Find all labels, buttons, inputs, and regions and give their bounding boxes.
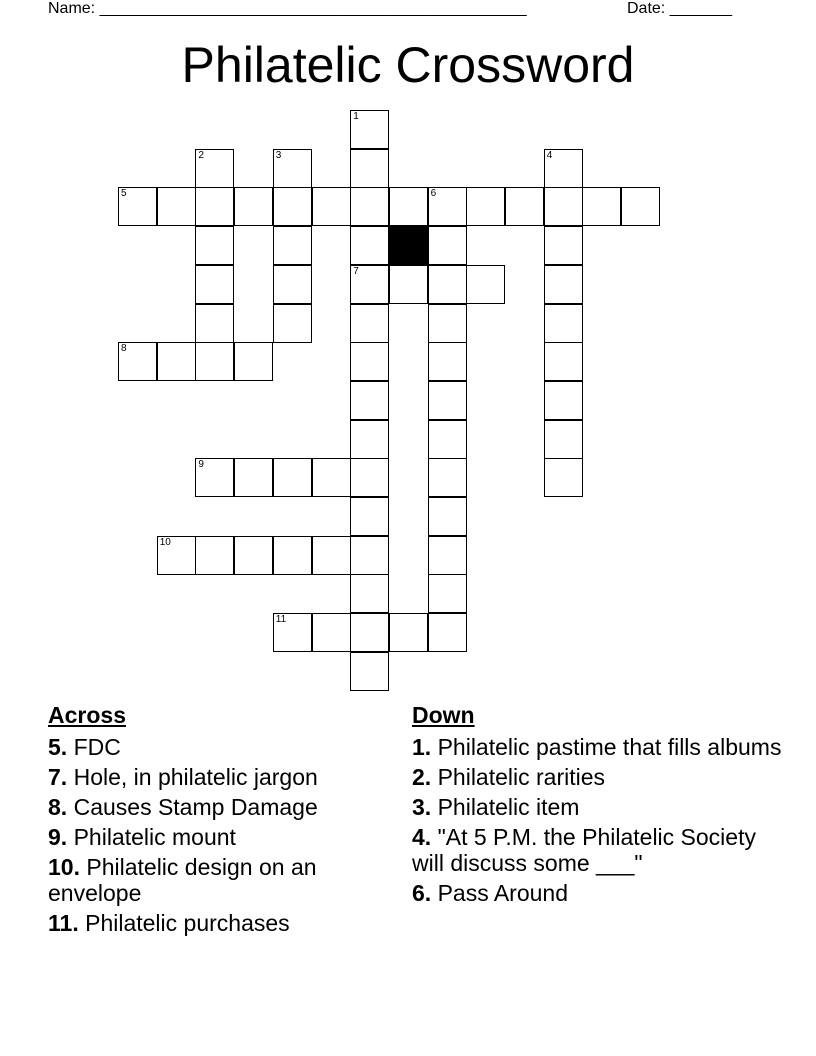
grid-cell[interactable] <box>195 458 234 497</box>
grid-cell[interactable] <box>350 226 389 265</box>
grid-cell[interactable] <box>273 187 312 226</box>
clue-text: Philatelic purchases <box>85 910 290 936</box>
across-heading: Across <box>48 702 126 728</box>
grid-cell[interactable] <box>312 187 351 226</box>
grid-cell[interactable] <box>389 613 428 652</box>
grid-cell[interactable] <box>428 187 467 226</box>
grid-block <box>389 226 428 265</box>
clue-down-3 <box>412 794 792 820</box>
clue-number: 6. <box>412 880 432 906</box>
grid-cell[interactable] <box>273 226 312 265</box>
grid-cell[interactable] <box>544 342 583 381</box>
grid-cell[interactable] <box>350 149 389 188</box>
grid-cell[interactable] <box>157 342 196 381</box>
clue-across-8 <box>48 794 378 820</box>
cell-number: 5 <box>121 188 127 200</box>
name-field-label: Name: ________________________________________________ <box>48 0 527 17</box>
clue-down-6 <box>412 880 792 906</box>
clue-across-7 <box>48 764 378 790</box>
clue-number: 3. <box>412 794 432 820</box>
cell-number: 1 <box>353 111 359 122</box>
clue-number: 11. <box>48 910 79 936</box>
clue-down-4 <box>412 824 792 876</box>
clue-across-11 <box>48 910 378 936</box>
cell-number: 11 <box>275 614 287 626</box>
cell-number: 7 <box>353 265 359 277</box>
down-clues <box>412 700 792 910</box>
cell-number: 8 <box>121 343 127 355</box>
clue-text: "At 5 P.M. the Philatelic Society will discuss some ___" <box>412 824 756 876</box>
cell-number: 4 <box>546 149 553 161</box>
grid-cell[interactable] <box>428 226 467 265</box>
clue-number: 8. <box>48 794 68 820</box>
grid-cell[interactable] <box>118 187 157 226</box>
grid-cell[interactable] <box>350 381 389 420</box>
grid-cell[interactable] <box>621 187 660 226</box>
clue-down-1 <box>412 734 792 760</box>
grid-cell[interactable] <box>350 110 389 149</box>
grid-cell[interactable] <box>234 187 273 226</box>
grid-cell[interactable] <box>118 342 157 381</box>
grid-cell[interactable] <box>389 187 428 226</box>
grid-cell[interactable] <box>273 458 312 497</box>
grid-cell[interactable] <box>234 458 273 497</box>
grid-cell[interactable] <box>350 187 389 226</box>
down-heading: Down <box>412 702 475 728</box>
grid-cell[interactable] <box>428 497 467 536</box>
grid-cell[interactable] <box>466 187 505 226</box>
cell-number: 9 <box>198 459 204 471</box>
grid-cell[interactable] <box>350 342 389 381</box>
grid-cell[interactable] <box>273 536 312 575</box>
grid-cell[interactable] <box>544 458 583 497</box>
grid-cell[interactable] <box>389 265 428 304</box>
grid-cell[interactable] <box>312 536 351 575</box>
clue-text: Philatelic mount <box>73 824 236 850</box>
clue-text: Hole, in philatelic jargon <box>73 764 318 790</box>
grid-cell[interactable] <box>157 536 196 575</box>
grid-cell[interactable] <box>273 613 312 652</box>
cell-number: 10 <box>159 536 171 548</box>
grid-cell[interactable] <box>428 458 467 497</box>
grid-cell[interactable] <box>350 652 389 691</box>
grid-cell[interactable] <box>234 536 273 575</box>
grid-cell[interactable] <box>428 574 467 613</box>
clue-number: 1. <box>412 734 432 760</box>
grid-cell[interactable] <box>466 265 505 304</box>
grid-cell[interactable] <box>273 265 312 304</box>
clue-text: Causes Stamp Damage <box>73 794 318 820</box>
across-clues <box>48 700 378 940</box>
grid-cell[interactable] <box>350 458 389 497</box>
clue-number: 4. <box>412 824 432 850</box>
grid-cell[interactable] <box>195 304 234 343</box>
clue-text: Philatelic pastime that fills albums <box>437 734 782 760</box>
clue-text: FDC <box>73 734 121 760</box>
grid-cell[interactable] <box>350 574 389 613</box>
cell-number: 6 <box>430 188 437 200</box>
grid-cell[interactable] <box>544 149 583 188</box>
grid-cell[interactable] <box>428 613 467 652</box>
grid-cell[interactable] <box>544 187 583 226</box>
grid-cell[interactable] <box>505 187 544 226</box>
grid-cell[interactable] <box>350 613 389 652</box>
grid-cell[interactable] <box>195 187 234 226</box>
grid-cell[interactable] <box>195 149 234 188</box>
grid-cell[interactable] <box>428 342 467 381</box>
grid-cell[interactable] <box>195 226 234 265</box>
clue-text: Pass Around <box>437 880 568 906</box>
grid-cell[interactable] <box>157 187 196 226</box>
clue-number: 10. <box>48 854 80 880</box>
clue-across-9 <box>48 824 378 850</box>
grid-cell[interactable] <box>350 265 389 304</box>
grid-cell[interactable] <box>544 304 583 343</box>
grid-cell[interactable] <box>544 265 583 304</box>
cell-number: 2 <box>198 149 204 161</box>
clue-number: 9. <box>48 824 68 850</box>
grid-cell[interactable] <box>195 342 234 381</box>
grid-cell[interactable] <box>273 149 312 188</box>
clue-number: 7. <box>48 764 68 790</box>
grid-cell[interactable] <box>195 265 234 304</box>
grid-cell[interactable] <box>544 381 583 420</box>
grid-cell[interactable] <box>312 458 351 497</box>
grid-cell[interactable] <box>273 304 312 343</box>
grid-cell[interactable] <box>428 265 467 304</box>
grid-cell[interactable] <box>428 420 467 459</box>
grid-cell[interactable] <box>544 420 583 459</box>
cell-number: 3 <box>275 149 282 161</box>
clue-text: Philatelic rarities <box>437 764 606 790</box>
grid-cell[interactable] <box>350 536 389 575</box>
page-title: Philatelic Crossword <box>181 37 635 93</box>
clue-text: Philatelic item <box>437 794 580 820</box>
clue-down-2 <box>412 764 792 790</box>
date-field-label: Date: _______ <box>627 0 732 17</box>
grid-cell[interactable] <box>582 187 621 226</box>
grid-cell[interactable] <box>312 613 351 652</box>
grid-cell[interactable] <box>234 342 273 381</box>
grid-cell[interactable] <box>350 497 389 536</box>
clue-number: 2. <box>412 764 432 790</box>
grid-cell[interactable] <box>544 226 583 265</box>
grid-cell[interactable] <box>428 536 467 575</box>
grid-cell[interactable] <box>350 304 389 343</box>
clue-number: 5. <box>48 734 68 760</box>
grid-cell[interactable] <box>195 536 234 575</box>
grid-cell[interactable] <box>428 304 467 343</box>
grid-cell[interactable] <box>428 381 467 420</box>
clue-text: Philatelic design on an envelope <box>48 854 317 906</box>
clue-across-5 <box>48 734 378 760</box>
grid-cell[interactable] <box>350 420 389 459</box>
clue-across-10 <box>48 854 378 906</box>
